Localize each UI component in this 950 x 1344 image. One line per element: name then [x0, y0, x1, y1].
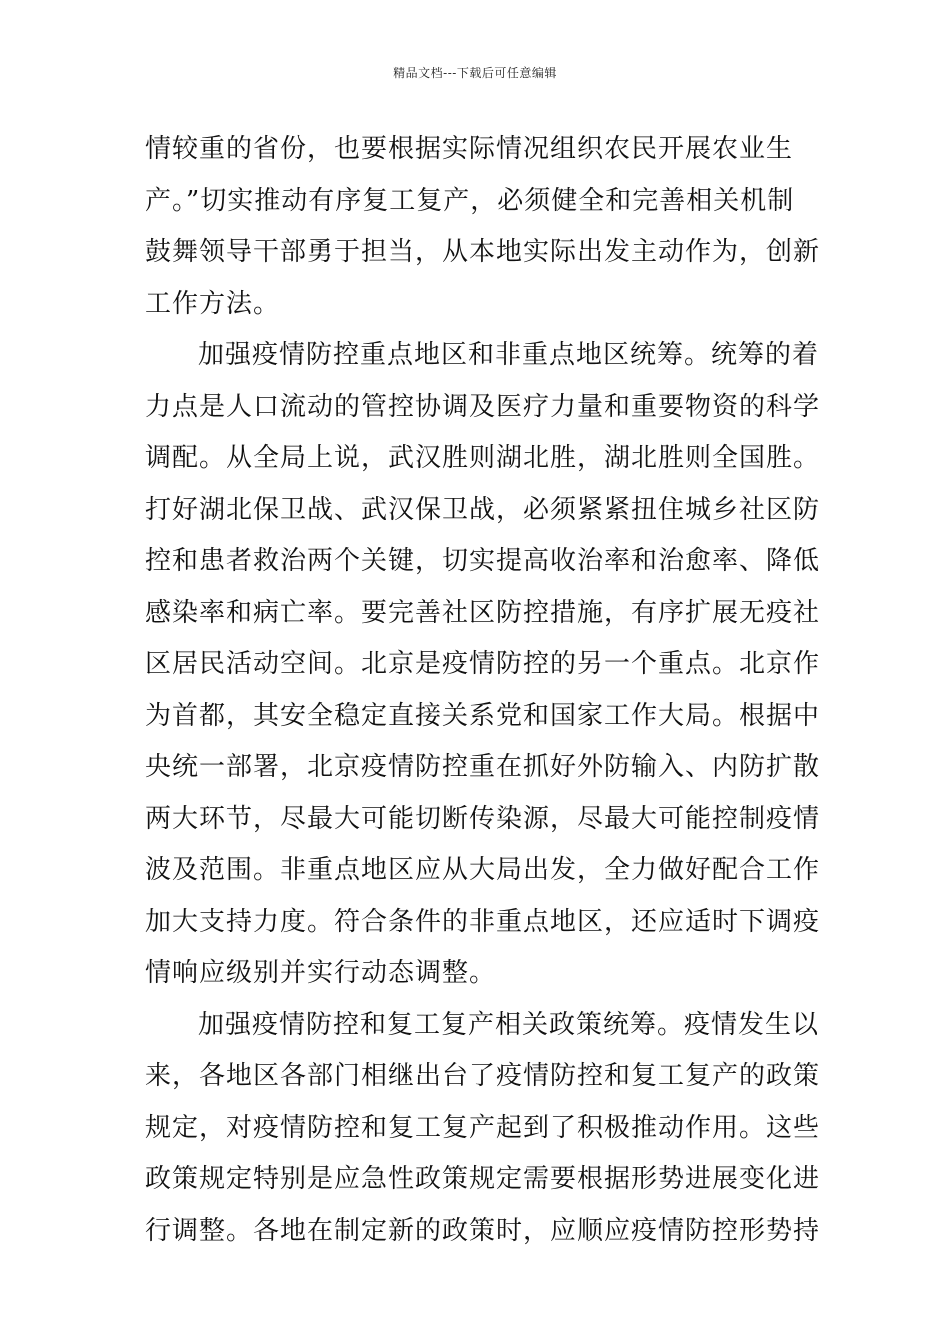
text-line: 控和患者救治两个关键，切实提高收治率和治愈率、降低	[145, 546, 821, 576]
text-line: 情较重的省份，也要根据实际情况组织农民开展农业生	[145, 134, 794, 164]
text-line: 加大支持力度。符合条件的非重点地区，还应适时下调疫	[145, 906, 821, 937]
page-header: 精品文档---下载后可任意编辑	[393, 66, 557, 80]
text-line: 工作方法。	[145, 288, 281, 319]
text-line: 政策规定特别是应急性政策规定需要根据形势进展变化进	[145, 1164, 821, 1194]
text-line: 产。”切实推动有序复工复产，必须健全和完善相关机制	[145, 185, 795, 216]
body-text	[145, 124, 821, 1257]
paragraph-first-line: 加强疫情防控重点地区和非重点地区统筹。统筹的着	[198, 340, 820, 370]
text-line: 力点是人口流动的管控协调及医疗力量和重要物资的科学	[145, 391, 821, 422]
text-line: 为首都，其安全稳定直接关系党和国家工作大局。根据中	[145, 700, 821, 731]
text-line: 感染率和病亡率。要完善社区防控措施，有序扩展无疫社	[145, 597, 821, 628]
text-line: 打好湖北保卫战、武汉保卫战，必须紧紧扭住城乡社区防	[145, 494, 821, 525]
text-line: 央统一部署，北京疫情防控重在抓好外防输入、内防扩散	[145, 752, 821, 782]
text-line: 情响应级别并实行动态调整。	[145, 958, 497, 988]
text-line: 鼓舞领导干部勇于担当，从本地实际出发主动作为，创新	[145, 237, 821, 267]
text-line: 规定，对疫情防控和复工复产起到了积极推动作用。这些	[145, 1112, 821, 1143]
text-line: 波及范围。非重点地区应从大局出发，全力做好配合工作	[145, 855, 821, 885]
text-line: 区居民活动空间。北京是疫情防控的另一个重点。北京作	[145, 649, 821, 679]
paragraph-first-line: 加强疫情防控和复工复产相关政策统筹。疫情发生以	[198, 1009, 820, 1040]
text-line: 调配。从全局上说，武汉胜则湖北胜，湖北胜则全国胜。	[145, 443, 821, 473]
text-line: 两大环节，尽最大可能切断传染源，尽最大可能控制疫情	[145, 803, 821, 834]
text-line: 行调整。各地在制定新的政策时，应顺应疫情防控形势持	[145, 1215, 821, 1246]
text-line: 来，各地区各部门相继出台了疫情防控和复工复产的政策	[145, 1061, 821, 1091]
